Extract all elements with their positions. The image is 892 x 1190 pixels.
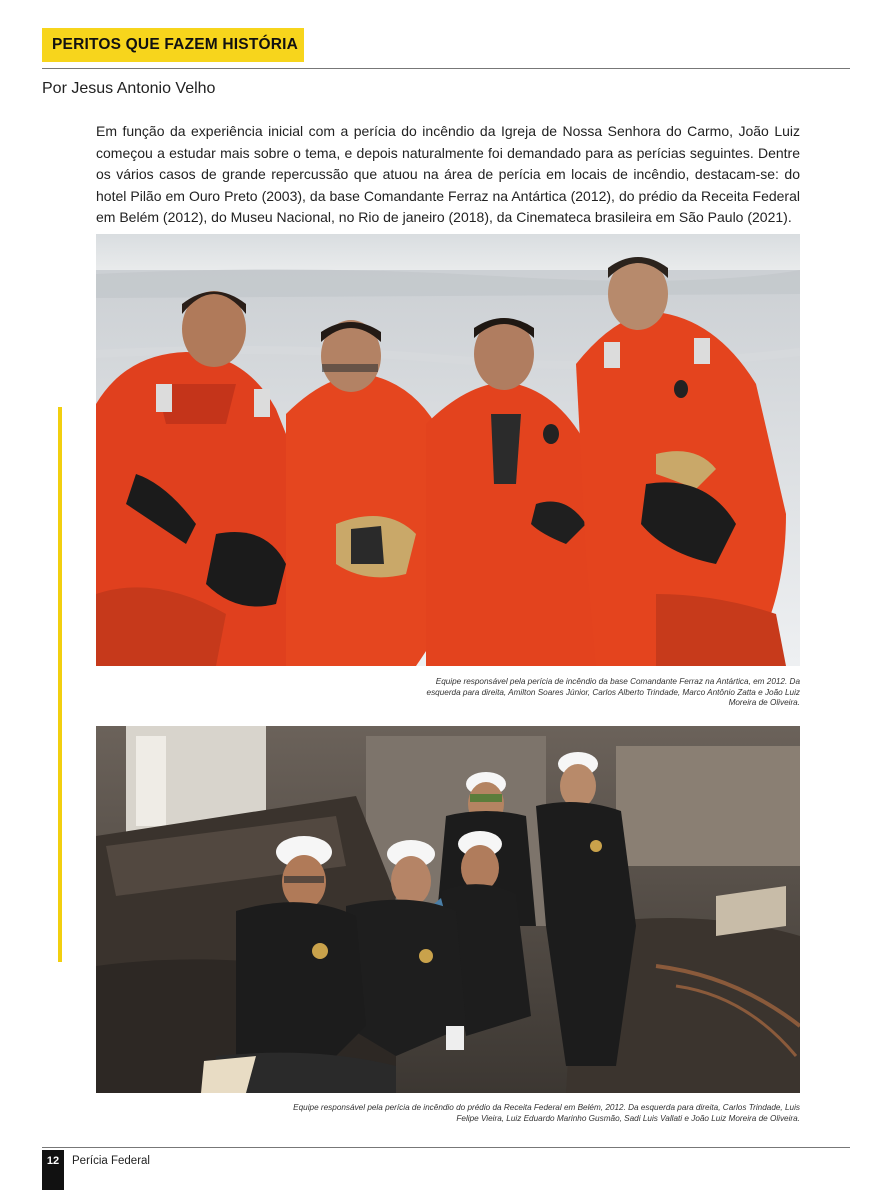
bottom-divider bbox=[42, 1147, 850, 1148]
photo-antarctica-team bbox=[96, 234, 800, 666]
section-tag-label: PERITOS QUE FAZEM HISTÓRIA bbox=[52, 36, 299, 53]
magazine-name: Perícia Federal bbox=[72, 1155, 150, 1167]
section-tag bbox=[42, 28, 304, 62]
top-divider bbox=[42, 68, 850, 69]
byline: Por Jesus Antonio Velho bbox=[42, 80, 216, 97]
accent-side-bar bbox=[58, 407, 62, 962]
page-number: 12 bbox=[42, 1150, 64, 1190]
article-paragraph: Em função da experiência inicial com a perícia do incêndio da Igreja de Nossa Senhora do Carmo, João Luiz começou a estudar mais sobre o tema, e depois naturalmente foi demandado para as perícias seguintes. Dentre os vários casos de grande repercussão que atuou na área de perícia em locais de incêndio, destacam-se: do hotel Pilão em Ouro Preto (2003), da base Comandante Ferraz na Antártica (2012), do prédio da Receita Federal em Belém (2012), do Museu Nacional, no Rio de janeiro (2018), da Cinemateca brasileira em São Paulo (2021). bbox=[96, 123, 800, 226]
photo-caption-belem: Equipe responsável pela perícia de incêndio do prédio da Receita Federal em Belém, 2012. Da esquerda para direita, Carlos Trindade, Luis Felipe Vieira, Luiz Eduardo Marinho Gusmão, Sadi Luis Vallati e João Luiz Moreira de Oliveira. bbox=[293, 1103, 800, 1123]
photo-caption-antarctica: Equipe responsável pela perícia de incêndio da base Comandante Ferraz na Antártica, em 2012. Da esquerda para direita, Amilton Soares Júnior, Carlos Alberto Trindade, Marco Antônio Zatta e João Luiz Moreira de Oliveira. bbox=[426, 677, 800, 707]
photo-belem-team bbox=[96, 726, 800, 1093]
